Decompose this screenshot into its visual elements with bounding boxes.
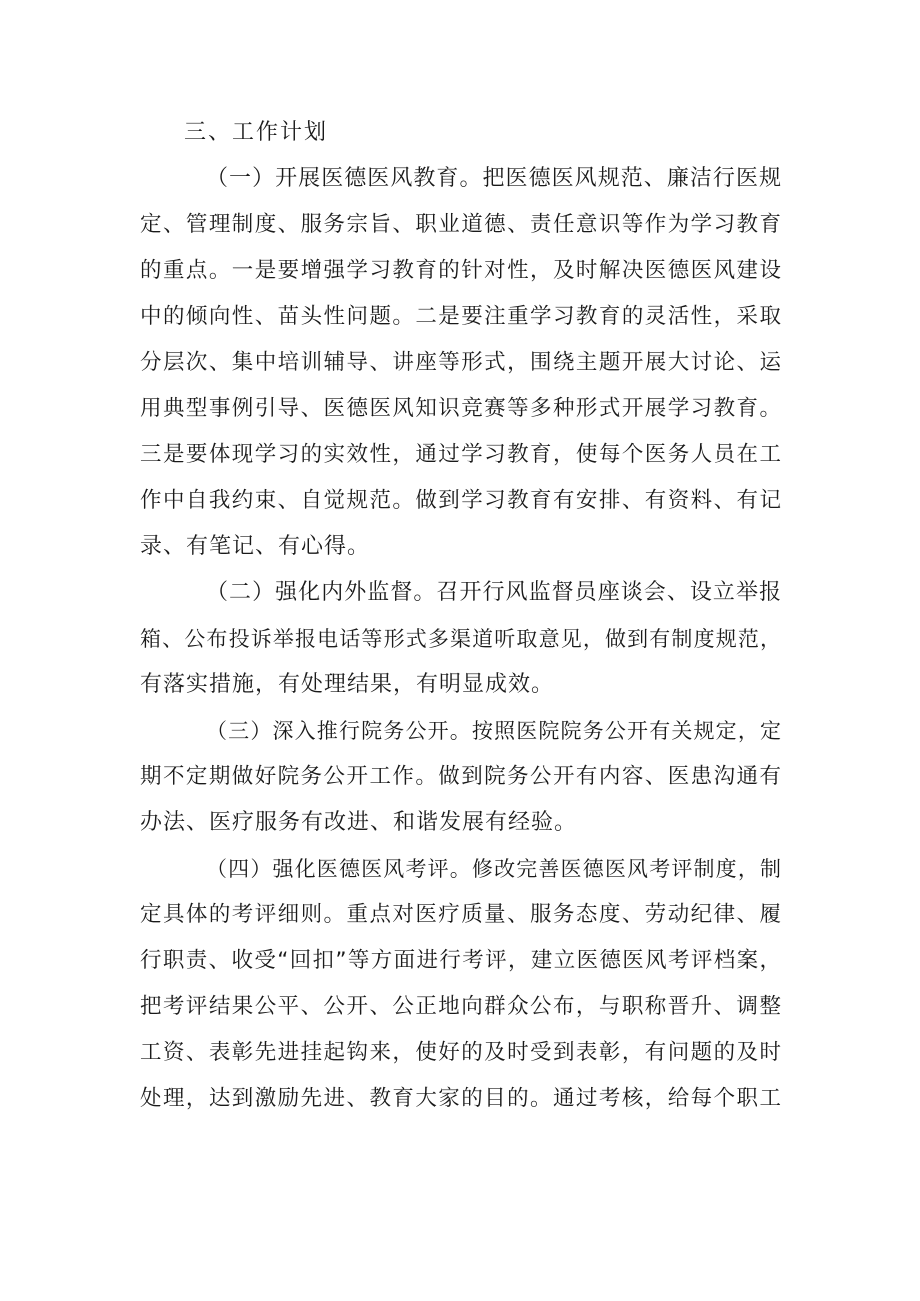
text-line: （一）开展医德医风教育。把医德医风规范、廉洁行医规 xyxy=(206,166,782,191)
text-line: 分层次、集中培训辅导、讲座等形式，围绕主题开展大讨论、运 xyxy=(140,350,782,375)
text-line: （二）强化内外监督。召开行风监督员座谈会、设立举报 xyxy=(206,580,782,605)
text-line: 定具体的考评细则。重点对医疗质量、服务态度、劳动纪律、履 xyxy=(140,902,782,927)
text-line: （四）强化医德医风考评。修改完善医德医风考评制度，制 xyxy=(206,857,782,881)
section-heading: 三、工作计划 xyxy=(184,120,329,145)
text-line: 处理，达到激励先进、教育大家的目的。通过考核，给每个职工 xyxy=(140,1086,782,1111)
text-line: 有落实措施，有处理结果，有明显成效。 xyxy=(140,672,555,697)
paragraph-3 xyxy=(140,708,782,846)
text-line: 的重点。一是要增强学习教育的针对性，及时解决医德医风建设 xyxy=(140,258,782,283)
document-body xyxy=(140,110,782,1122)
text-line: 把考评结果公平、公开、公正地向群众公布，与职称晋升、调整 xyxy=(140,994,782,1019)
text-line: 期不定期做好院务公开工作。做到院务公开有内容、医患沟通有 xyxy=(140,764,782,789)
text-line: 箱、公布投诉举报电话等形式多渠道听取意见，做到有制度规范， xyxy=(140,627,782,651)
paragraph-1 xyxy=(140,156,782,570)
text-line: 办法、医疗服务有改进、和谐发展有经验。 xyxy=(140,810,578,835)
text-line: 中的倾向性、苗头性问题。二是要注重学习教育的灵活性，采取 xyxy=(140,304,782,329)
text-line: 作中自我约束、自觉规范。做到学习教育有安排、有资料、有记 xyxy=(140,488,782,513)
text-line: 用典型事例引导、医德医风知识竞赛等多种形式开展学习教育。 xyxy=(140,396,782,421)
text-line: 定、管理制度、服务宗旨、职业道德、责任意识等作为学习教育 xyxy=(140,212,782,237)
text-line: （三）深入推行院务公开。按照医院院务公开有关规定，定 xyxy=(206,719,782,743)
paragraph-2 xyxy=(140,570,782,708)
text-line: 工资、表彰先进挂起钩来，使好的及时受到表彰，有问题的及时 xyxy=(140,1040,782,1065)
text-line: 行职责、收受“回扣”等方面进行考评，建立医德医风考评档案， xyxy=(140,948,782,973)
text-line: 录、有笔记、有心得。 xyxy=(140,534,371,559)
text-line: 三是要体现学习的实效性，通过学习教育，使每个医务人员在工 xyxy=(140,442,782,467)
paragraph-4 xyxy=(140,846,782,1122)
